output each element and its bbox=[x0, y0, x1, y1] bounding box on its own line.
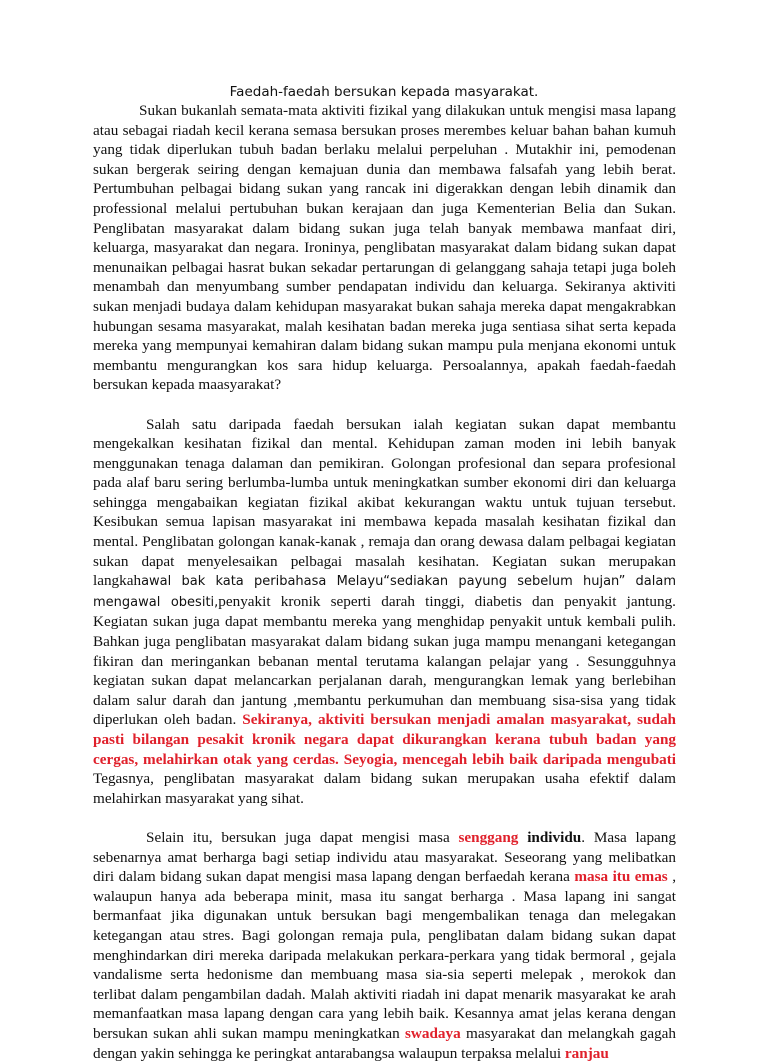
paragraph-text: Salah satu daripada faedah bersukan ialah kegiatan sukan dapat membantu mengekalkan kesihatan fizikal dan mental. Kehidupan zaman moden ini lebih banyak menggunakan tenaga dalaman dan pemikiran. Golongan profesional dan separa profesional pada alaf baru sering berlumba-lumba untuk meningkatkan sumber ekonomi diri dan keluarga sehingga mengabaikan kegiatan fizikal akibat kekurangan waktu untuk tujuan tersebut. Kesibukan semua lapisan masyarakat ini membawa kepada masalah kesihatan fizikal dan mental. Penglibatan golongan kanak-kanak , remaja dan orang dewasa dalam pelbagai kegiatan sukan dapat menyelesaikan pelbagai masalah kesihatan. Kegiatan sukan merupakan langkah bbox=[93, 415, 676, 590]
highlighted-text: ranjau bbox=[564, 1044, 609, 1062]
document-title: Faedah-faedah bersukan kepada masyarakat. bbox=[229, 84, 539, 100]
paragraph-text: . Masa lapang sebenarnya amat berharga bagi setiap individu atau masyarakat. Seseorang yang melibatkan diri dalam bidang sukan dapat mengisi masa lapang dengan berfaedah kerana bbox=[93, 828, 676, 886]
highlighted-text: swadaya bbox=[405, 1024, 461, 1042]
paragraph-text: penyakit kronik seperti darah tinggi, diabetis dan penyakit jantung. Kegiatan sukan juga dapat membantu mereka yang menghidap penyakit untuk kembali pulih. Bahkan juga penglibatan masyarakat dalam bidang sukan juga mampu menangani ketegangan fikiran dan meringankan bebanan mental terutama kalangan pelajar yang . Sesungguhnya kegiatan sukan dapat melancarkan perjalanan darah, mengurangkan lemak yang berlebihan dalam salur darah dan jantung ,membantu perkumuhan dan membuang sisa-sisa yang tidak diperlukan oleh badan. bbox=[93, 592, 676, 729]
paragraph-text: , walaupun hanya ada beberapa minit, masa itu sangat berharga . Masa lapang ini sangat bermanfaat jika digunakan untuk bersukan bagi mengembalikan tenaga dan melegakan ketegangan atau stres. Bagi golongan remaja pula, penglibatan dalam bidang sukan dapat menghindarkan diri mereka daripada melakukan perkara-perkara yang tidak bermoral , gejala vandalisme serta hedonisme dan membuang masa sia-sia seperti melepak , merokok dan terlibat dalam pengambilan dadah. Malah aktiviti riadah ini dapat menarik masyarakat ke arah memanfaatkan masa lapang dengan cara yang lebih baik. Kesannya amat jelas kerana dengan bersukan sukan ahli sukan mampu meningkatkan bbox=[93, 868, 676, 1042]
proverb-line: awal bak kata peribahasa Melayu“sediakan payung sebelum hujan” dalam mengawal obesiti, bbox=[93, 574, 676, 610]
highlighted-text: masa itu emas bbox=[574, 868, 668, 886]
paragraph-health bbox=[93, 415, 676, 809]
highlighted-text: senggang bbox=[458, 828, 519, 846]
paragraph-text: Selain itu, bersukan juga dapat mengisi masa bbox=[146, 828, 459, 846]
paragraph-leisure bbox=[93, 828, 676, 1063]
document-body bbox=[93, 101, 676, 1063]
paragraph-intro: Sukan bukanlah semata-mata aktiviti fizikal yang dilakukan untuk mengisi masa lapang atau sebagai riadah kecil kerana semasa bersukan proses merembes keluar bahan bahan kumuh yang tidak diperlukan tubuh badan berlaku melalui perpeluhan . Mutakhir ini, pemodenan sukan bergerak seiring dengan kemajuan dunia dan membawa falsafah yang lebih berat. Pertumbuhan pelbagai bidang sukan yang rancak ini digerakkan dengan lebih dinamik dan professional melalui pertubuhan bukan kerajaan dan juga Kementerian Belia dan Sukan. Penglibatan masyarakat dalam bidang sukan juga telah banyak membawa manfaat diri, keluarga, masyarakat dan negara. Ironinya, penglibatan masyarakat dalam bidang sukan dapat menunaikan pelbagai hasrat bukan sekadar pertarungan di gelanggang sahaja tetapi juga boleh menambah dan menyumbang sumber pendapatan individu dan keluarga. Sekiranya aktiviti sukan menjadi budaya dalam kehidupan masyarakat bukan sahaja mereka dapat mengakrabkan hubungan sesama masyarakat, malah kesihatan badan mereka juga sentiasa sihat serta kepada mereka yang mempunyai kemahiran dalam bidang sukan mampu pula menjana ekonomi untuk membantu mengurangkan kos sara hidup keluarga. Persoalannya, apakah faedah-faedah bersukan kepada maasyarakat? bbox=[93, 102, 676, 394]
highlighted-text: Sekiranya, aktiviti bersukan menjadi amalan masyarakat, sudah pasti bilangan pesakit kronik negara dapat dikurangkan kerana tubuh badan yang cergas, melahirkan otak yang cerdas. bbox=[93, 711, 676, 768]
highlighted-text: Seyogia, mencegah lebih baik daripada mengubati bbox=[343, 750, 677, 768]
bold-text: individu bbox=[518, 828, 582, 846]
paragraph-text: Tegasnya, penglibatan masyarakat dalam bidang sukan merupakan usaha efektif dalam melahirkan masyarakat yang sihat. bbox=[93, 770, 676, 807]
paragraph-text: masyarakat dan melangkah gagah dengan yakin sehingga ke peringkat antarabangsa walaupun terpaksa melalui bbox=[93, 1024, 676, 1062]
